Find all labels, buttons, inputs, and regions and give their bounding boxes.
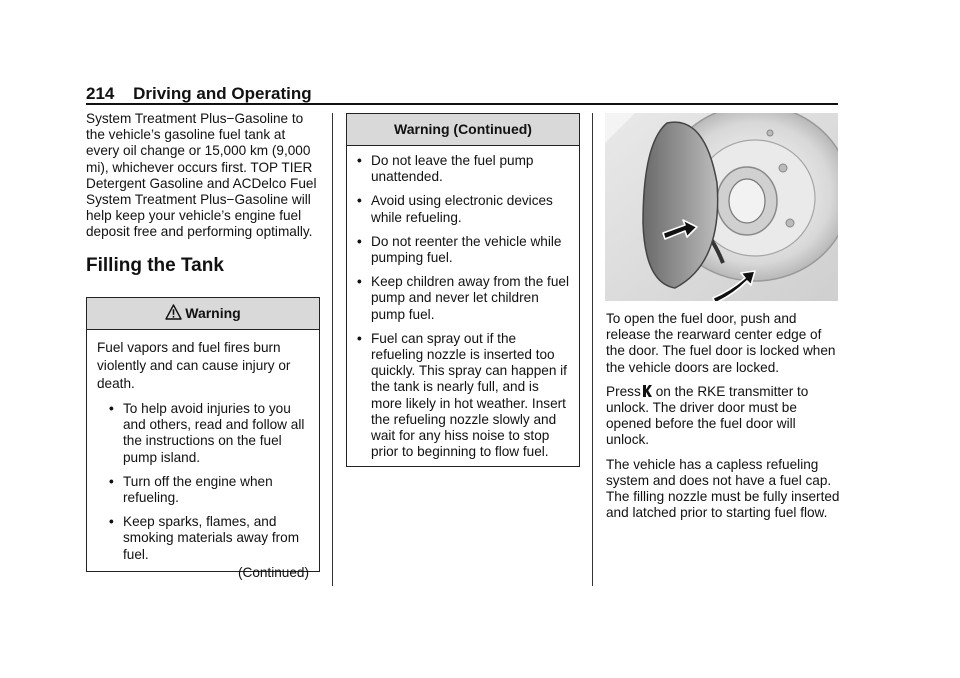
- warning-bullet: [109, 514, 309, 563]
- bullet-text: Avoid using electronic devices while refueling.: [371, 193, 553, 225]
- bullet-dot: •: [109, 473, 114, 489]
- bullet-dot: •: [357, 274, 362, 290]
- rke-paragraph: [606, 384, 842, 449]
- bullet-text: Do not leave the fuel pump unattended.: [371, 153, 534, 185]
- bullet-text: Turn off the engine when refueling.: [123, 473, 273, 506]
- column-3-text: [606, 311, 842, 529]
- header-rule: [86, 103, 838, 105]
- section-title: Driving and Operating: [133, 84, 312, 103]
- warning-bullet: [357, 331, 569, 461]
- warning-box-1: [86, 297, 320, 580]
- page-header: [86, 84, 312, 104]
- bullet-dot: •: [357, 193, 362, 209]
- bullet-text: To help avoid injuries to you and others, read and follow all the instructions on the fuel pump island.: [123, 401, 305, 465]
- press-label: Press: [606, 383, 641, 399]
- warning-box-header: [87, 298, 319, 330]
- warning-box-header: [347, 114, 579, 146]
- bullet-dot: •: [109, 401, 114, 416]
- bullet-text: Fuel can spray out if the refueling nozzle is inserted too quickly. This spray can happen if the tank is nearly full, and is more likely in hot weather. Insert the refueling nozzle slowly and wait for any hiss noise to stop prior to beginning to flow fuel.: [371, 330, 567, 460]
- warning-bullet: [357, 234, 569, 266]
- continued-label: (Continued): [237, 564, 309, 580]
- warning-bullet: [109, 474, 309, 506]
- bullet-text: Do not reenter the vehicle while pumping fuel.: [371, 233, 562, 266]
- bullet-dot: •: [357, 233, 362, 249]
- warning-bullet: [109, 401, 309, 466]
- intro-paragraph: System Treatment Plus−Gasoline to the vehicle’s gasoline fuel tank at every oil change or 15,000 km (9,000 mi), whichever occurs first. TOP TIER Detergent Gasoline and ACDelco Fuel System Treatment Plus−Gasoline will help keep your vehicle’s engine fuel deposit free and performing optimally.: [86, 111, 317, 240]
- warning-bullet: [357, 193, 569, 225]
- warning-bullet: [357, 274, 569, 323]
- warning-text: Fuel vapors and fuel fires burn violently and can cause injury or death.: [97, 340, 291, 391]
- rke-text: on the RKE transmitter to unlock. The driver door must be opened before the fuel door will unlock.: [606, 383, 809, 448]
- bullet-dot: •: [109, 514, 114, 530]
- warning-icon: [165, 300, 182, 331]
- warning-title: Warning: [185, 305, 241, 321]
- column-divider: [332, 113, 333, 586]
- bullet-dot: •: [357, 330, 362, 346]
- fuel-door-paragraph: To open the fuel door, push and release the rearward center edge of the door. The fuel door is locked when the vehicle doors are locked.: [606, 311, 836, 375]
- capless-paragraph: The vehicle has a capless refueling system and does not have a fuel cap. The filling nozzle must be fully inserted and latched prior to starting fuel flow.: [606, 456, 840, 521]
- bullet-text: Keep children away from the fuel pump and never let children pump fuel.: [371, 274, 569, 322]
- warning-title: Warning (Continued): [394, 121, 532, 137]
- warning-box-2: [346, 113, 580, 467]
- page-number: 214: [86, 84, 115, 103]
- bullet-text: Keep sparks, flames, and smoking materials away from fuel.: [123, 514, 300, 562]
- warning-bullet: [357, 153, 569, 185]
- column-1: [86, 111, 322, 277]
- bullet-dot: •: [357, 153, 362, 168]
- unlock-key-icon: [642, 385, 652, 397]
- column-divider: [592, 113, 593, 586]
- section-heading: Filling the Tank: [86, 254, 224, 276]
- fuel-door-photo: [605, 113, 838, 301]
